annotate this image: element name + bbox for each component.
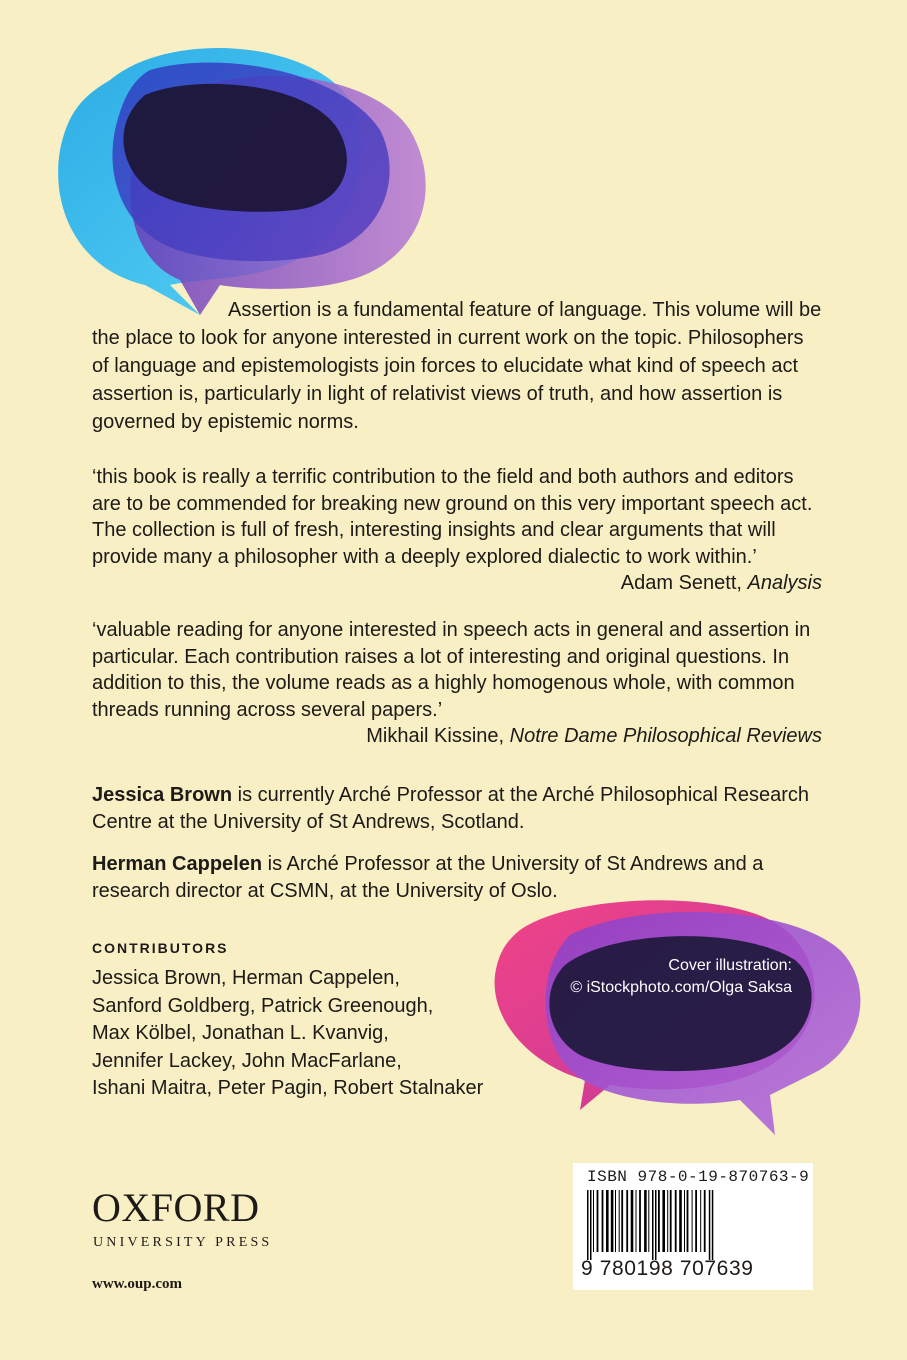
barcode-bar (655, 1190, 657, 1260)
speech-bubble-illustration-top (50, 40, 450, 330)
review-quote-1 (92, 464, 822, 597)
barcode-bar (587, 1190, 589, 1260)
barcode-bar (704, 1190, 706, 1252)
barcode-bar (602, 1190, 604, 1252)
book-description: Assertion is a fundamental feature of language. This volume will be the place to look for anyone interested in current work on the topic. Philosophers of language and epistemologists join forces to elucidate what kind of speech act assertion is, particularly in light of relativist views of truth, and how assertion is governed by epistemic norms. (92, 299, 822, 433)
contributors-line: Max Kölbel, Jonathan L. Kvanvig, (92, 1022, 389, 1044)
barcode-bar (611, 1190, 614, 1252)
isbn-label: ISBN 978-0-19-870763-9 (587, 1168, 810, 1186)
barcode-bar (619, 1190, 620, 1252)
reviewer-name: Adam Senett, (620, 572, 742, 594)
barcode-bar (662, 1190, 665, 1252)
barcode-bar (606, 1190, 609, 1252)
barcode-bar (639, 1190, 641, 1252)
reviewer-name: Mikhail Kissine, (366, 725, 505, 747)
barcode-bar (590, 1190, 592, 1260)
barcode-bar (667, 1190, 668, 1252)
barcode-bar (631, 1190, 634, 1252)
author-bio-1 (92, 782, 832, 836)
author-bio-text: is currently Arché Professor at the Arché Philosophical Research Centre at the University of St Andrews, Scotland. (92, 784, 810, 833)
author-name: Jessica Brown (92, 784, 233, 806)
contributors-line: Jessica Brown, Herman Cappelen, (92, 967, 400, 989)
barcode-bar (692, 1190, 693, 1252)
barcode-bar (684, 1190, 685, 1252)
barcode-bar (675, 1190, 677, 1252)
publisher-logo-name: OXFORD (92, 1185, 260, 1230)
contributors-list (92, 965, 492, 1103)
contributors-line: Ishani Maitra, Peter Pagin, Robert Stalnaker (92, 1077, 484, 1099)
barcode-bars (583, 1190, 803, 1260)
barcode-bar (700, 1190, 701, 1252)
cover-illustration-credit (540, 955, 792, 999)
barcode-bar (615, 1190, 616, 1252)
author-name: Herman Cappelen (92, 853, 263, 875)
contributors-heading: CONTRIBUTORS (92, 940, 229, 956)
barcode-bar (597, 1190, 599, 1252)
barcode-bar (648, 1190, 649, 1252)
barcode-bar (644, 1190, 647, 1252)
review-quote-2 (92, 617, 822, 750)
barcode-bar (626, 1190, 628, 1252)
review-source: Analysis (747, 572, 822, 594)
barcode-bar (712, 1190, 714, 1260)
publisher-website[interactable]: www.oup.com (92, 1276, 183, 1292)
review-attribution (92, 570, 822, 597)
author-bio-2 (92, 851, 832, 905)
barcode-bar (679, 1190, 682, 1252)
barcode-bar (709, 1190, 711, 1260)
barcode-digits: 9 780198 707639 (581, 1257, 754, 1280)
speech-bubble-illustration-bottom (490, 890, 870, 1150)
credit-line-1: Cover illustration: (668, 957, 792, 974)
review-attribution (92, 723, 822, 750)
barcode-bar (658, 1190, 660, 1252)
barcode-bar (636, 1190, 637, 1252)
barcode-bar (695, 1190, 697, 1252)
contributors-line: Jennifer Lackey, John MacFarlane, (92, 1049, 402, 1072)
barcode-bar (652, 1190, 654, 1260)
publisher-logo-press: UNIVERSITY PRESS (93, 1235, 273, 1250)
review-text: ‘valuable reading for anyone interested in speech acts in general and assertion in particular. Each contribution raises a lot of interesting and original questions. In addition to this, the volume reads as a highly homogenous whole, with common threads running across several papers.’ (92, 619, 811, 721)
contributors-line: Sanford Goldberg, Patrick Greenough, (92, 994, 434, 1017)
barcode-bar (687, 1190, 689, 1252)
author-bio-text: is Arché Professor at the University of St Andrews and a research director at CSMN, at the University of Oslo. (92, 853, 764, 902)
review-source: Notre Dame Philosophical Reviews (509, 725, 822, 747)
barcode-bar (593, 1190, 594, 1252)
credit-line-2: © iStockphoto.com/Olga Saksa (570, 979, 792, 996)
review-text: ‘this book is really a terrific contribution to the field and both authors and editors are to be commended for breaking new ground on this very important speech act. The collection is full of fresh, interesting insights and clear arguments that will provide many a philosopher with a deeply explored dialectic to work within.’ (92, 466, 813, 568)
barcode-bar (670, 1190, 672, 1252)
barcode-bar (621, 1190, 623, 1252)
